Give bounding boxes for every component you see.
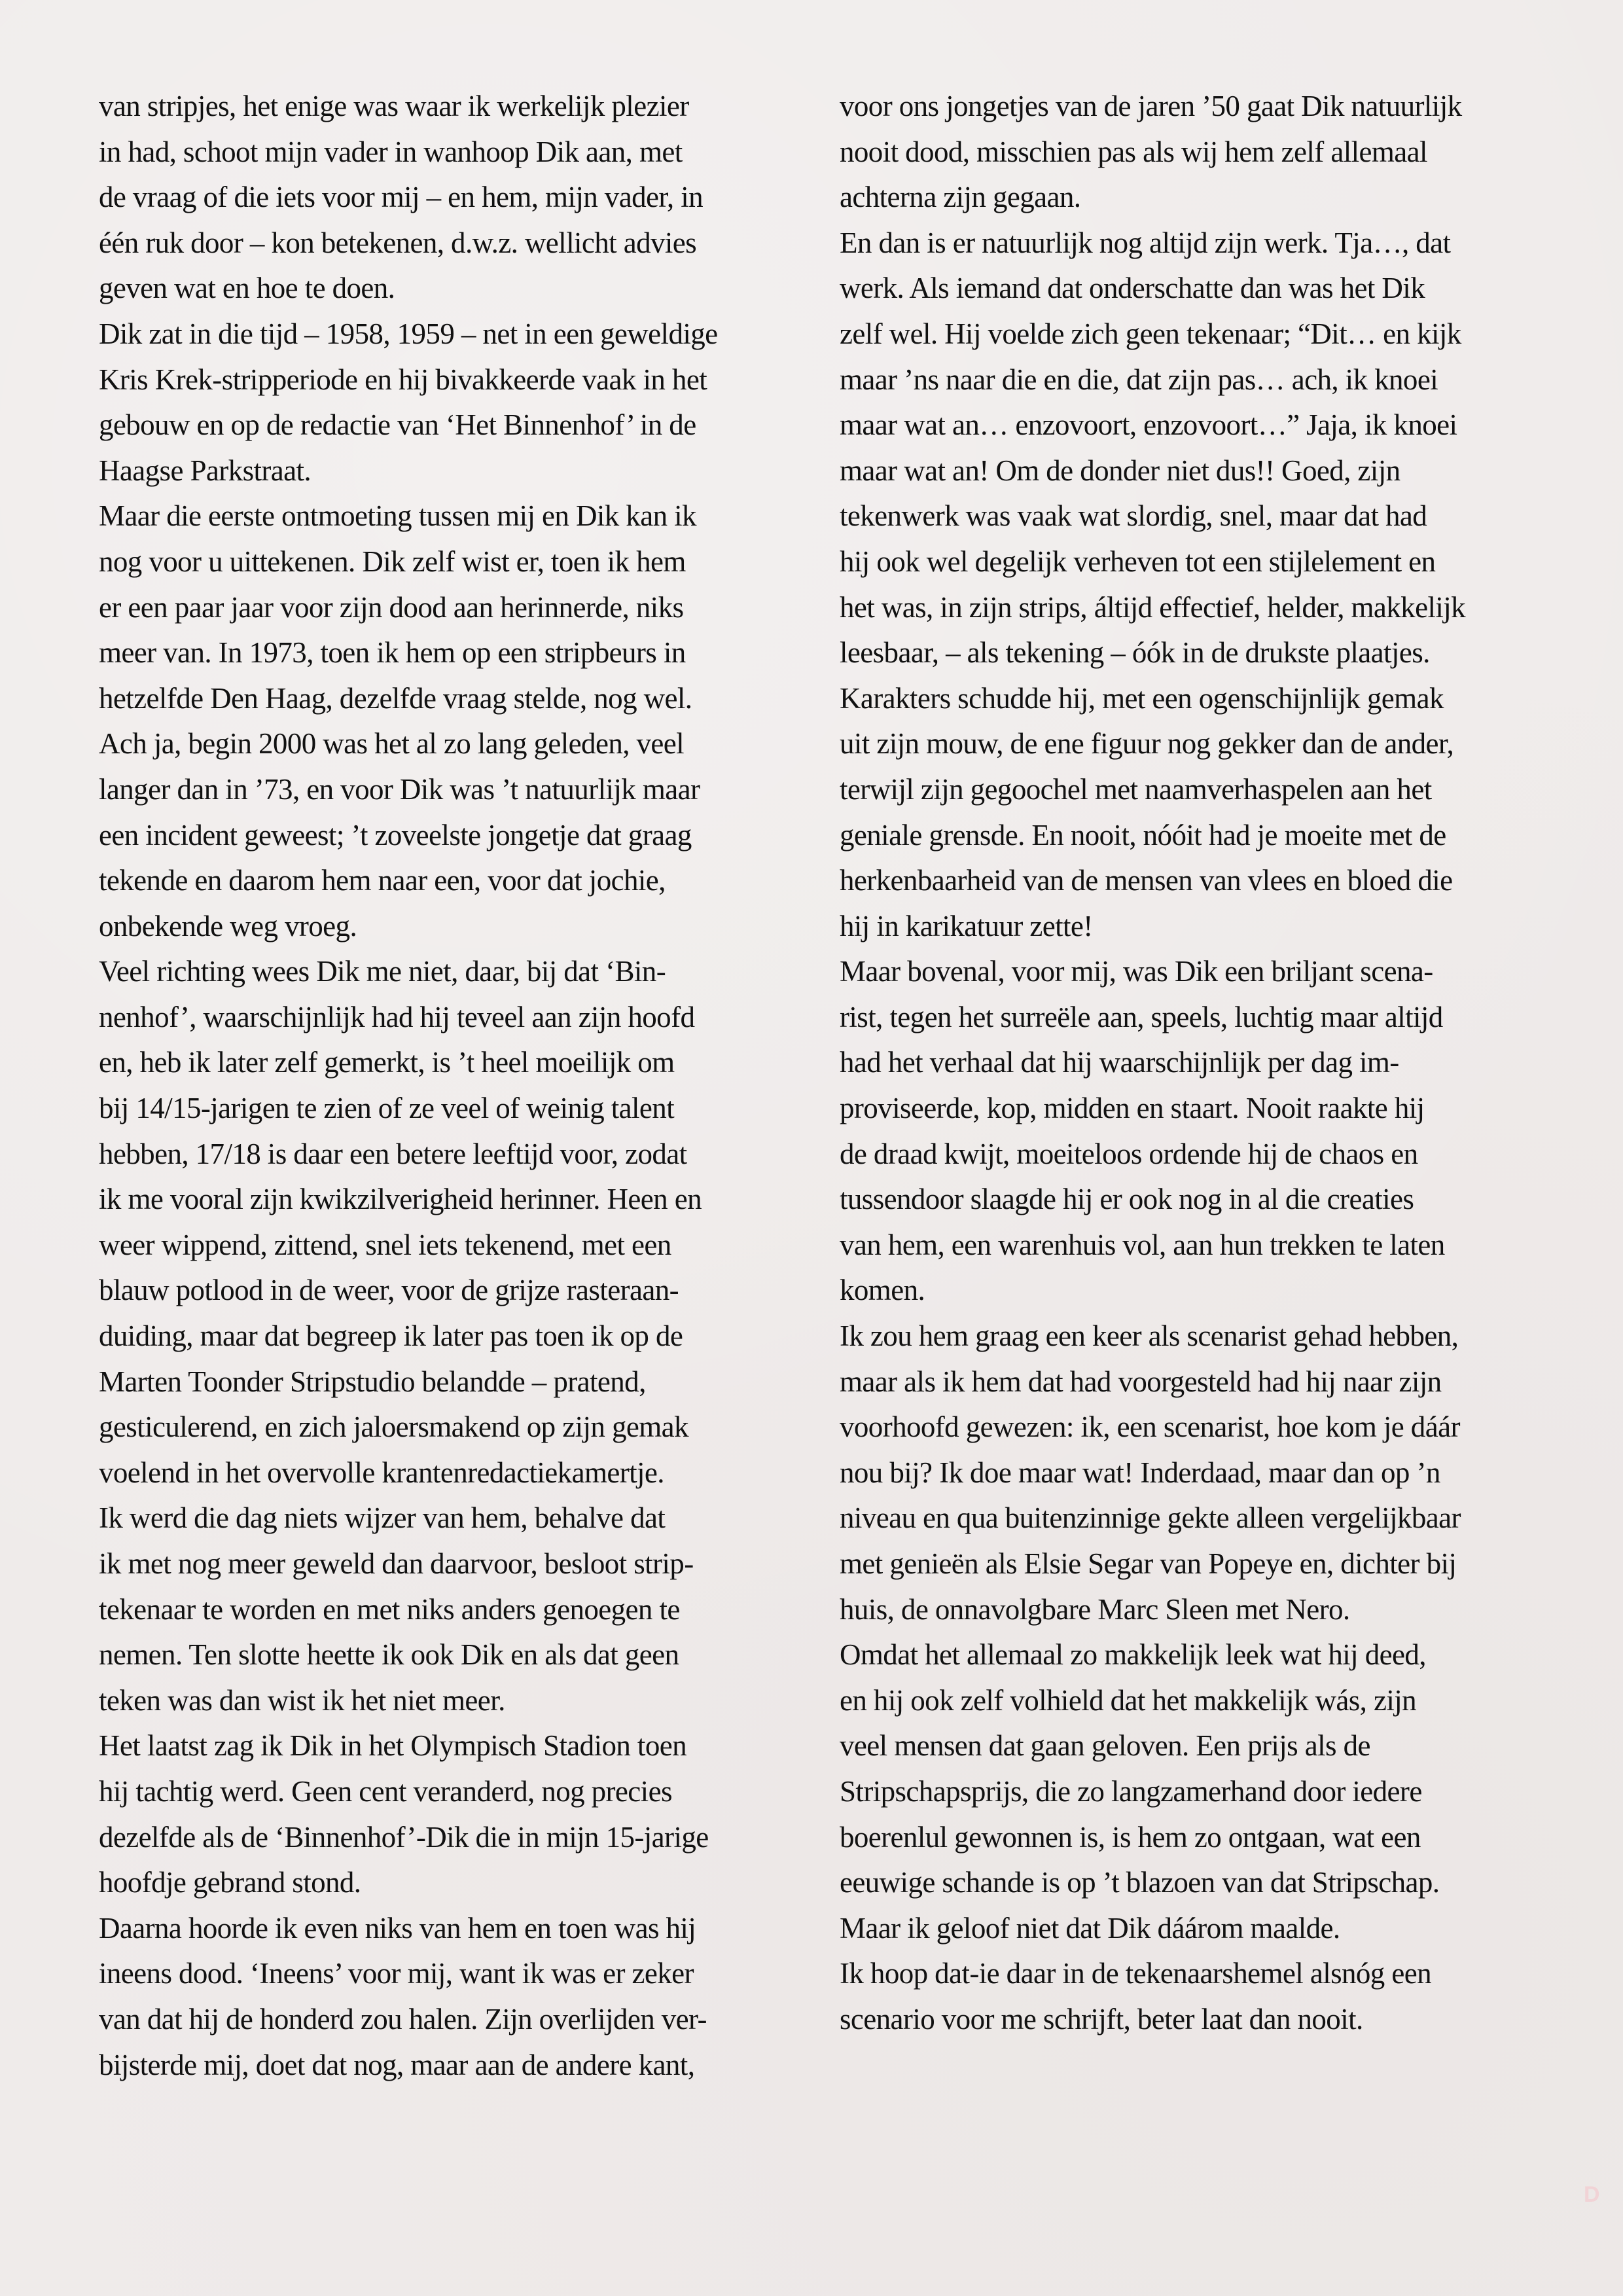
text-line: hoofdje gebrand stond. [99,1866,361,1899]
text-line: en, heb ik later zelf gemerkt, is ’t heel moeilijk om [99,1046,675,1079]
text-line: maar ’ns naar die en die, dat zijn pas… ach, ik knoei [840,363,1438,396]
text-line: één ruk door – kon betekenen, d.w.z. wellicht advies [99,226,697,259]
text-line: hij in karikatuur zette! [840,909,1093,942]
text-line: weer wippend, zittend, snel iets tekenend, met een [99,1228,671,1261]
text-line: Het laatst zag ik Dik in het Olympisch Stadion toen [99,1729,687,1763]
text-line: blauw potlood in de weer, voor de grijze rasteraan- [99,1274,679,1307]
text-line: de vraag of die iets voor mij – en hem, mijn vader, in [99,181,704,214]
text-line: Marten Toonder Stripstudio belandde – pratend, [99,1365,646,1398]
text-line: terwijl zijn gegoochel met naamverhaspelen aan het [840,772,1432,806]
text-line: geven wat en hoe te doen. [99,272,395,305]
text-line: tekenwerk was vaak wat slordig, snel, maar dat had [840,499,1427,533]
text-line: herkenbaarheid van de mensen van vlees en bloed die [840,864,1453,897]
text-line: zelf wel. Hij voelde zich geen tekenaar; “Dit… en kijk [840,317,1461,350]
text-line: bij 14/15-jarigen te zien of ze veel of weinig talent [99,1092,675,1125]
text-line: duiding, maar dat begreep ik later pas toen ik op de [99,1319,683,1353]
text-line: Omdat het allemaal zo makkelijk leek wat hij deed, [840,1638,1426,1672]
text-line: hij tachtig werd. Geen cent veranderd, nog precies [99,1774,672,1808]
text-line: langer dan in ’73, en voor Dik was ’t natuurlijk maar [99,772,700,806]
text-line: huis, de onnavolgbare Marc Sleen met Nero. [840,1592,1350,1626]
folio-mark: D [1584,2182,1600,2207]
text-line: voorhoofd gewezen: ik, een scenarist, hoe kom je dáár [840,1410,1460,1444]
text-line: komen. [840,1274,925,1307]
text-line: proviseerde, kop, midden en staart. Nooit raakte hij [840,1092,1425,1125]
text-line: geniale grensde. En nooit, nóóit had je moeite met de [840,818,1446,852]
text-line: had het verhaal dat hij waarschijnlijk per dag im- [840,1046,1399,1079]
text-line: scenario voor me schrijft, beter laat dan nooit. [840,2002,1363,2036]
text-line: nooit dood, misschien pas als wij hem zelf allemaal [840,135,1427,168]
text-column-left [99,84,825,2088]
text-line: Veel richting wees Dik me niet, daar, bij dat ‘Bin- [99,955,666,988]
text-line: Haagse Parkstraat. [99,454,312,487]
text-line: voelend in het overvolle krantenredactiekamertje. [99,1456,664,1489]
text-line: het was, in zijn strips, áltijd effectief, helder, makkelijk [840,590,1466,624]
text-line: voor ons jongetjes van de jaren ’50 gaat Dik natuurlijk [840,90,1462,122]
text-line: boerenlul gewonnen is, is hem zo ontgaan, wat een [840,1820,1421,1854]
text-line: van stripjes, het enige was waar ik werkelijk plezier [99,90,689,122]
text-line: nog voor u uittekenen. Dik zelf wist er, toen ik hem [99,545,686,578]
text-line: ik met nog meer geweld dan daarvoor, besloot strip- [99,1547,694,1580]
text-line: onbekende weg vroeg. [99,909,357,942]
text-line: teken was dan wist ik het niet meer. [99,1683,505,1717]
text-line: Stripschapsprijs, die zo langzamerhand door iedere [840,1774,1422,1808]
text-line: bijsterde mij, doet dat nog, maar aan de andere kant, [99,2048,695,2081]
text-line: Maar ik geloof niet dat Dik dáárom maalde. [840,1911,1340,1945]
text-column-right [840,84,1566,2043]
text-line: Maar die eerste ontmoeting tussen mij en Dik kan ik [99,499,696,533]
text-line: tussendoor slaagde hij er ook nog in al die creaties [840,1183,1414,1216]
text-line: de draad kwijt, moeiteloos ordende hij de chaos en [840,1137,1418,1170]
text-line: dezelfde als de ‘Binnenhof’-Dik die in mijn 15-jarige [99,1820,709,1854]
text-line: hetzelfde Den Haag, dezelfde vraag stelde, nog wel. [99,681,692,715]
text-line: Ik zou hem graag een keer als scenarist gehad hebben, [840,1319,1459,1353]
text-line: een incident geweest; ’t zoveelste jongetje dat graag [99,818,692,852]
text-line: Karakters schudde hij, met een ogenschijnlijk gemak [840,681,1444,715]
text-line: nenhof’, waarschijnlijk had hij teveel aan zijn hoofd [99,1000,695,1033]
text-line: tekenaar te worden en met niks anders genoegen te [99,1592,680,1626]
text-line: hij ook wel degelijk verheven tot een stijlelement en [840,545,1436,578]
text-line: gebouw en op de redactie van ‘Het Binnenhof’ in de [99,408,696,442]
text-line: Ach ja, begin 2000 was het al zo lang geleden, veel [99,727,685,761]
text-line: uit zijn mouw, de ene figuur nog gekker dan de ander, [840,727,1454,761]
text-line: rist, tegen het surreële aan, speels, luchtig maar altijd [840,1000,1443,1033]
text-line: hebben, 17/18 is daar een betere leeftijd voor, zodat [99,1137,687,1170]
text-line: tekende en daarom hem naar een, voor dat jochie, [99,864,666,897]
text-line: meer van. In 1973, toen ik hem op een stripbeurs in [99,636,686,670]
text-line: niveau en qua buitenzinnige gekte alleen vergelijkbaar [840,1501,1461,1535]
text-line: in had, schoot mijn vader in wanhoop Dik aan, met [99,135,683,168]
text-line: nou bij? Ik doe maar wat! Inderdaad, maar dan op ’n [840,1456,1440,1489]
text-line: Ik hoop dat-ie daar in de tekenaarshemel alsnóg een [840,1957,1432,1990]
text-line: achterna zijn gegaan. [840,181,1081,214]
text-line: van dat hij de honderd zou halen. Zijn overlijden ver- [99,2002,707,2036]
text-line: eeuwige schande is op ’t blazoen van dat Stripschap. [840,1866,1440,1899]
text-line: werk. Als iemand dat onderschatte dan was het Dik [840,272,1425,305]
text-line: ik me vooral zijn kwikzilverigheid herinner. Heen en [99,1183,702,1216]
text-line: Kris Krek-stripperiode en hij bivakkeerde vaak in het [99,363,707,396]
text-line: Ik werd die dag niets wijzer van hem, behalve dat [99,1501,666,1535]
text-line: er een paar jaar voor zijn dood aan herinnerde, niks [99,590,684,624]
text-line: en hij ook zelf volhield dat het makkelijk wás, zijn [840,1683,1417,1717]
text-line: maar wat an! Om de donder niet dus!! Goed, zijn [840,454,1400,487]
text-line: maar als ik hem dat had voorgesteld had hij naar zijn [840,1365,1442,1398]
text-line: gesticulerend, en zich jaloersmakend op zijn gemak [99,1410,688,1444]
text-line: van hem, een warenhuis vol, aan hun trekken te laten [840,1228,1445,1261]
text-line: nemen. Ten slotte heette ik ook Dik en als dat geen [99,1638,679,1672]
text-line: Dik zat in die tijd – 1958, 1959 – net in een geweldige [99,317,718,350]
text-line: En dan is er natuurlijk nog altijd zijn werk. Tja…, dat [840,226,1451,259]
text-line: met genieën als Elsie Segar van Popeye en, dichter bij [840,1547,1457,1580]
text-line: Daarna hoorde ik even niks van hem en toen was hij [99,1911,696,1945]
text-line: maar wat an… enzovoort, enzovoort…” Jaja, ik knoei [840,408,1457,442]
text-line: Maar bovenal, voor mij, was Dik een briljant scena- [840,955,1433,988]
text-line: leesbaar, – als tekening – óók in de drukste plaatjes. [840,636,1430,670]
text-line: ineens dood. ‘Ineens’ voor mij, want ik was er zeker [99,1957,694,1990]
text-line: veel mensen dat gaan geloven. Een prijs als de [840,1729,1370,1763]
